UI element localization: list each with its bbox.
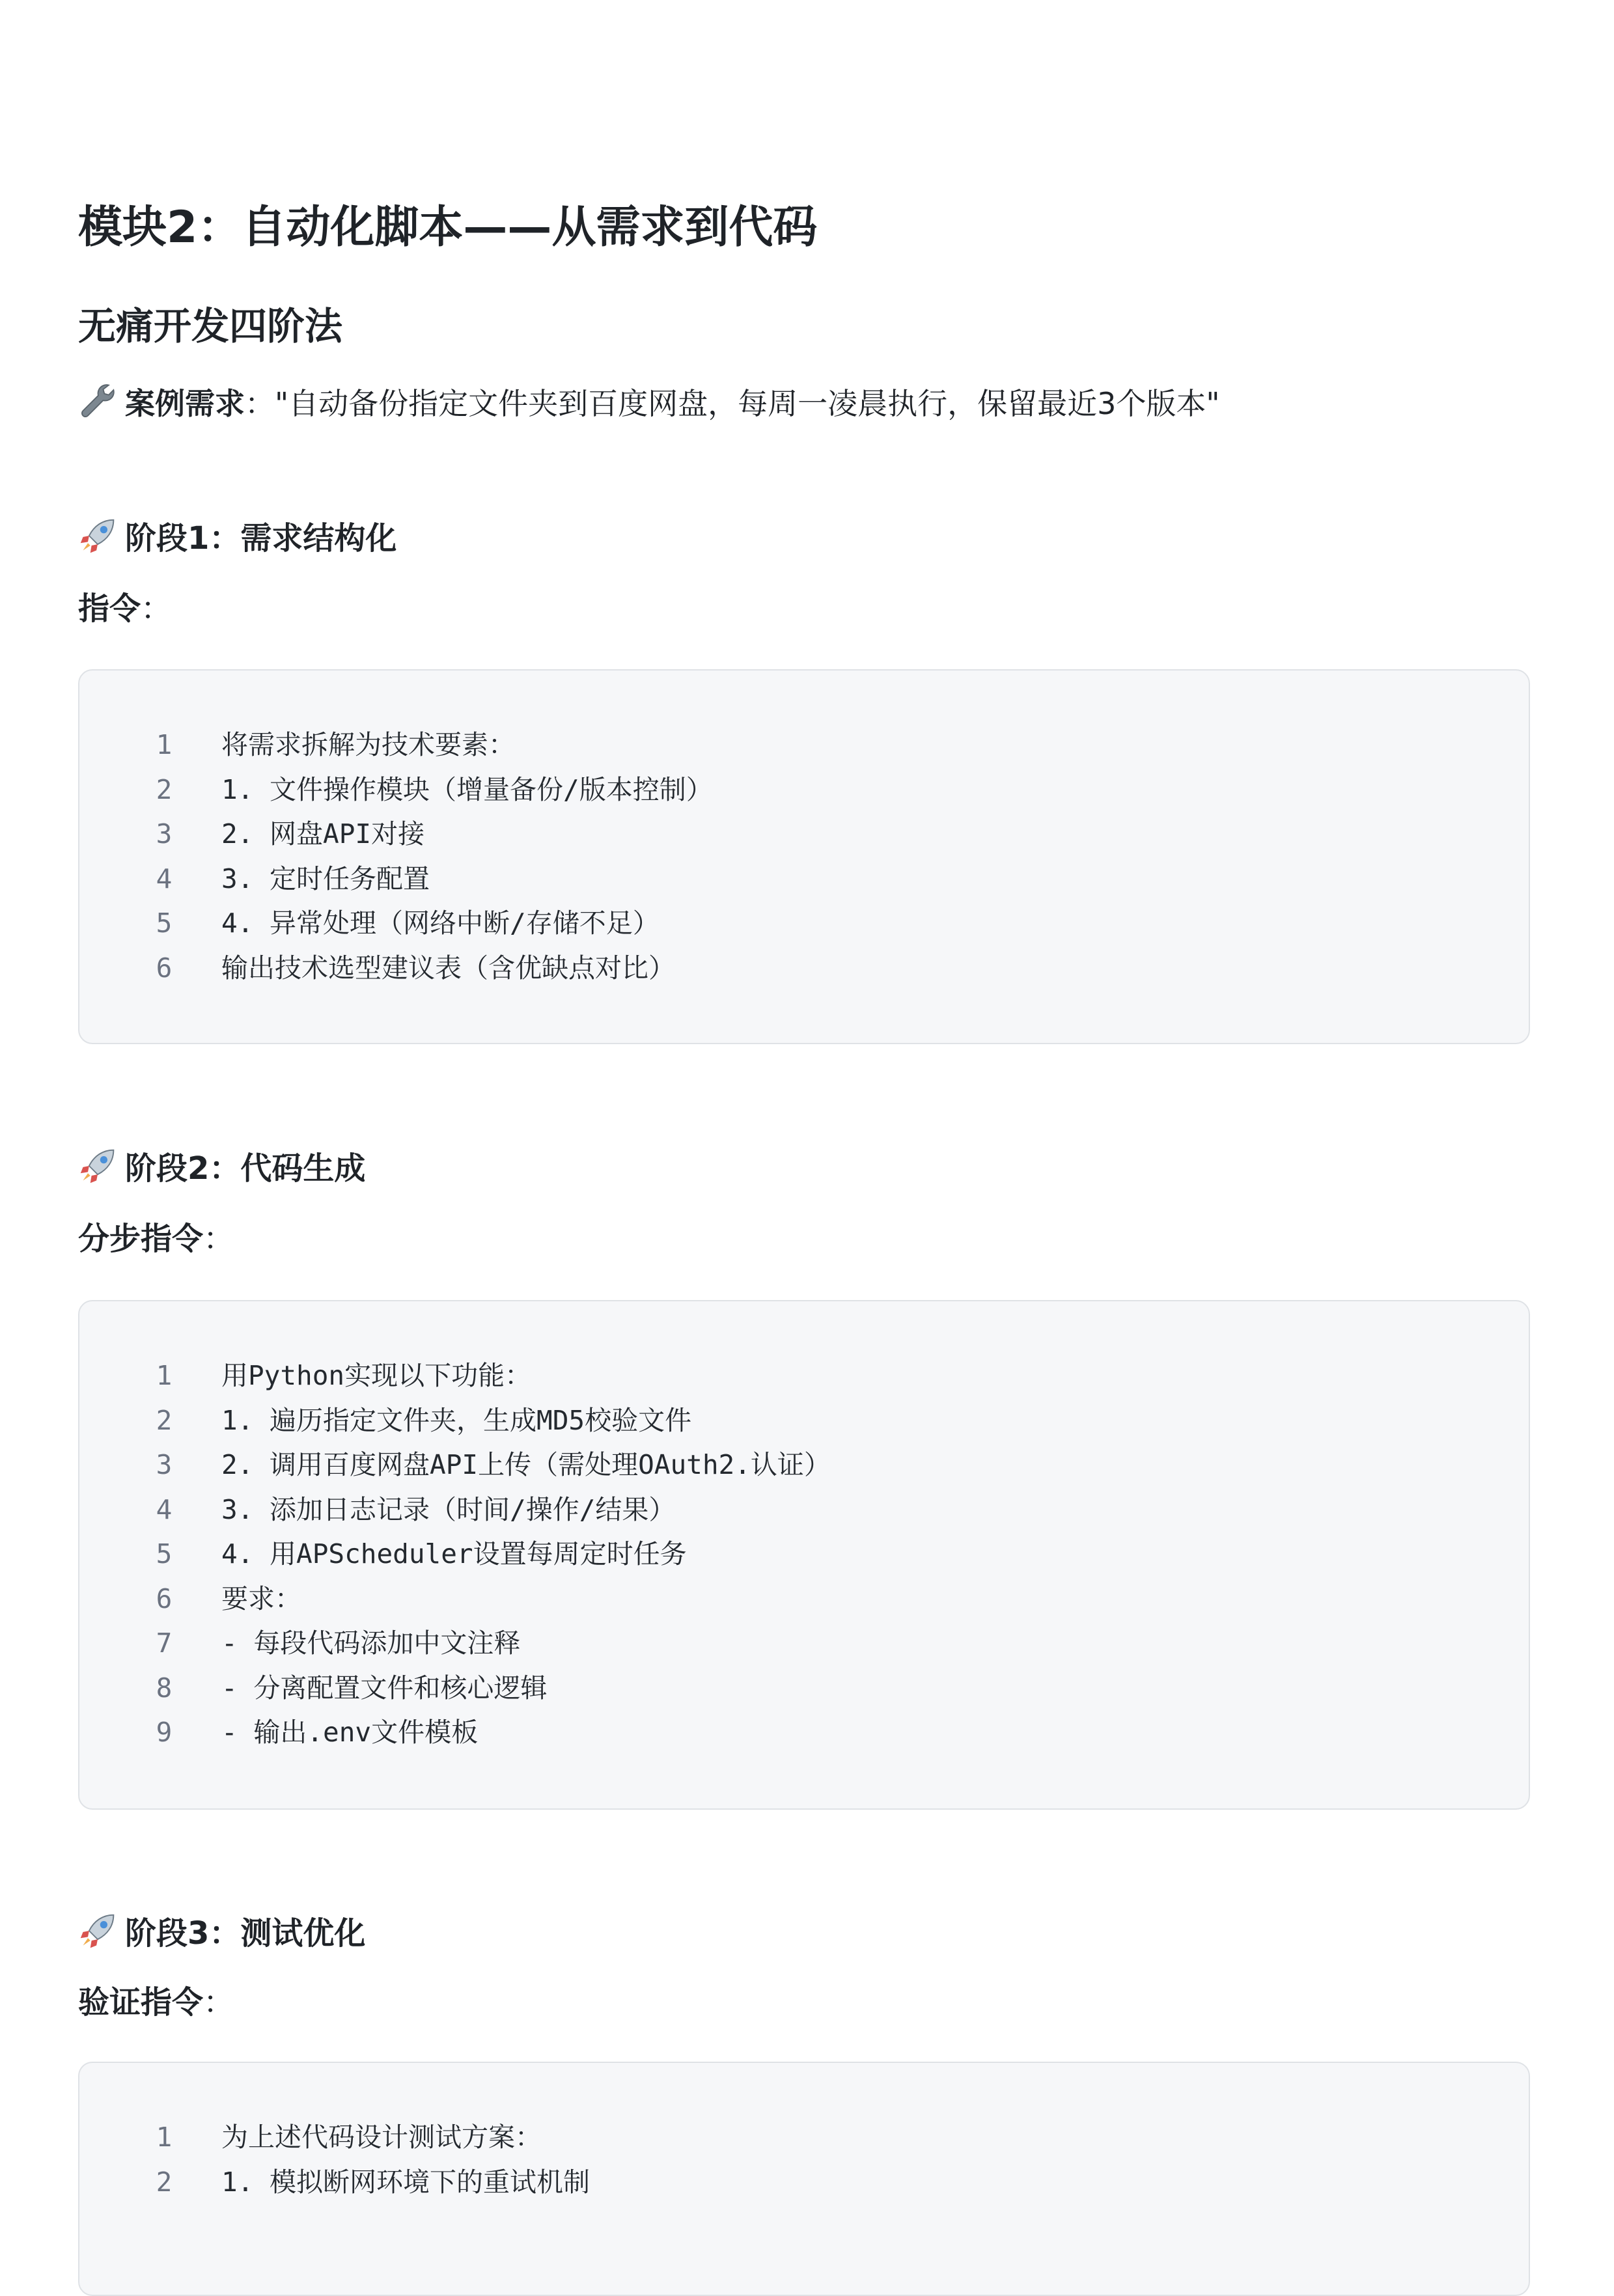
module-title: 模块2：自动化脚本——从需求到代码 xyxy=(78,202,818,253)
code-text: 2. 调用百度网盘API上传（需处理OAuth2.认证） xyxy=(221,1449,831,1480)
code-block-stage-3 xyxy=(78,2062,1530,2296)
line-number: 7 xyxy=(156,1627,173,1659)
stage-3-label-text: 验证指令 xyxy=(78,1984,204,2021)
wrench-icon xyxy=(78,381,117,421)
case-label: 案例需求 xyxy=(125,386,245,421)
code-text: 1. 模拟断网环境下的重试机制 xyxy=(221,2166,591,2198)
code-line xyxy=(79,857,1529,902)
code-text: 3. 定时任务配置 xyxy=(221,863,430,894)
stage-2-label-colon: ： xyxy=(203,1221,235,1257)
code-line xyxy=(79,946,1529,991)
code-text: 用Python实现以下功能： xyxy=(221,1360,532,1391)
line-number: 2 xyxy=(156,773,173,805)
line-number: 8 xyxy=(156,1672,173,1704)
code-line xyxy=(79,1353,1529,1398)
stage-3-title: 阶段3：测试优化 xyxy=(125,1915,366,1952)
code-block-stage-1 xyxy=(78,669,1530,1044)
code-text: - 输出.env文件模板 xyxy=(221,1717,479,1748)
code-line xyxy=(79,1443,1529,1487)
stage-2-title: 阶段2：代码生成 xyxy=(125,1150,366,1187)
line-number: 6 xyxy=(156,1583,173,1614)
line-number: 3 xyxy=(156,818,173,850)
line-number: 2 xyxy=(156,1404,173,1436)
code-line xyxy=(79,1577,1529,1622)
code-text: 输出技术选型建议表（含优缺点对比） xyxy=(221,952,675,984)
stage-3-label-colon: ： xyxy=(203,1984,235,2021)
code-text: 1. 文件操作模块（增量备份/版本控制） xyxy=(221,773,713,805)
code-text: 为上述代码设计测试方案： xyxy=(221,2122,542,2153)
code-text: - 每段代码添加中文注释 xyxy=(221,1627,521,1659)
stage-2-heading xyxy=(78,1142,365,1195)
code-line xyxy=(79,1487,1529,1532)
line-number: 3 xyxy=(156,1449,173,1480)
code-text: 1. 遍历指定文件夹，生成MD5校验文件 xyxy=(221,1404,692,1436)
code-line xyxy=(79,2115,1529,2160)
code-line xyxy=(79,1710,1529,1755)
stage-1-label xyxy=(78,583,172,635)
code-text: 将需求拆解为技术要素： xyxy=(221,729,515,760)
case-text: "自动备份指定文件夹到百度网盘，每周一凌晨执行，保留最近3个版本" xyxy=(275,386,1220,421)
case-requirement xyxy=(78,378,1220,430)
code-text: 3. 添加日志记录（时间/操作/结果） xyxy=(221,1493,676,1525)
code-text: 4. 异常处理（网络中断/存储不足） xyxy=(221,907,660,939)
line-number: 9 xyxy=(156,1717,173,1748)
line-number: 1 xyxy=(156,1360,173,1391)
case-colon: ： xyxy=(245,386,275,421)
code-text: 4. 用APScheduler设置每周定时任务 xyxy=(221,1538,687,1570)
stage-3-label xyxy=(78,1976,234,2028)
rocket-icon xyxy=(78,516,117,555)
line-number: 4 xyxy=(156,1493,173,1525)
rocket-icon xyxy=(78,1911,117,1950)
stage-1-label-text: 指令 xyxy=(78,590,141,627)
line-number: 5 xyxy=(156,1538,173,1570)
line-number: 6 xyxy=(156,952,173,984)
rocket-icon xyxy=(78,1146,117,1185)
code-text: - 分离配置文件和核心逻辑 xyxy=(221,1672,548,1704)
stage-1-label-colon: ： xyxy=(141,590,173,627)
stage-2-label-text: 分步指令 xyxy=(78,1221,204,1257)
code-line xyxy=(79,723,1529,768)
stage-2-label xyxy=(78,1213,234,1265)
code-line xyxy=(79,2160,1529,2205)
code-line xyxy=(79,768,1529,812)
code-text: 要求： xyxy=(221,1583,301,1614)
stage-1-heading xyxy=(78,512,397,564)
code-line xyxy=(79,1532,1529,1577)
code-line xyxy=(79,901,1529,946)
line-number: 2 xyxy=(156,2166,173,2198)
section-title: 无痛开发四阶法 xyxy=(78,304,343,348)
stage-3-heading xyxy=(78,1907,365,1959)
line-number: 1 xyxy=(156,729,173,760)
line-number: 1 xyxy=(156,2122,173,2153)
line-number: 5 xyxy=(156,907,173,939)
line-number: 4 xyxy=(156,863,173,894)
code-text: 2. 网盘API对接 xyxy=(221,818,425,850)
code-line xyxy=(79,1398,1529,1443)
code-block-stage-2 xyxy=(78,1300,1530,1810)
code-line xyxy=(79,812,1529,857)
code-line xyxy=(79,1621,1529,1666)
code-line xyxy=(79,1666,1529,1711)
stage-1-title: 阶段1：需求结构化 xyxy=(125,520,397,557)
